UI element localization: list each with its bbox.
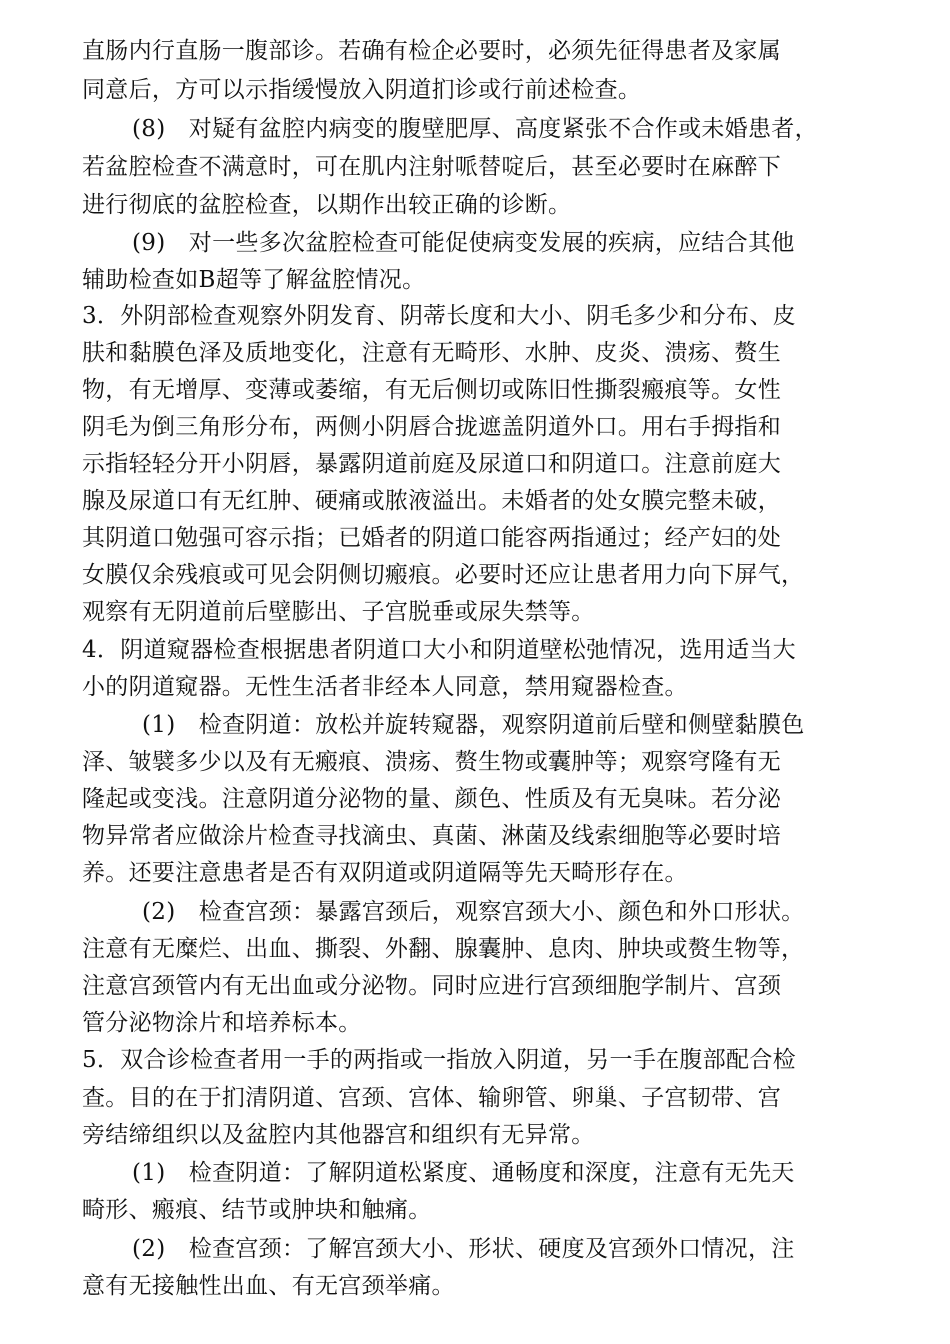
text-line: 女膜仅余残痕或可见会阴侧切瘢痕。必要时还应让患者用力向下屏气， <box>82 562 805 588</box>
text-line: 同意后，方可以示指缓慢放入阴道扪诊或行前述检查。 <box>82 77 642 103</box>
text-line: 管分泌物涂片和培养标本。 <box>82 1010 362 1036</box>
text-line: (8) 对疑有盆腔内病变的腹壁肥厚、高度紧张不合作或未婚患者， <box>132 116 818 142</box>
text-line: 隆起或变浅。注意阴道分泌物的量、颜色、性质及有无臭味。若分泌 <box>82 786 781 812</box>
text-line: 注意宫颈管内有无出血或分泌物。同时应进行宫颈细胞学制片、宫颈 <box>82 973 781 999</box>
text-line: (2) 检查宫颈：了解宫颈大小、形状、硬度及宫颈外口情况，注 <box>132 1236 795 1262</box>
text-line: 腺及尿道口有无红肿、硬痛或脓液溢出。未婚者的处女膜完整未破， <box>82 488 781 514</box>
text-line: 若盆腔检查不满意时，可在肌内注射哌替啶后，甚至必要时在麻醉下 <box>82 154 781 180</box>
text-line: 直肠内行直肠一腹部诊。若确有检企必要时，必须先征得患者及家属 <box>82 38 781 64</box>
text-line: 物，有无增厚、变薄或萎缩，有无后侧切或陈旧性撕裂瘢痕等。女性 <box>82 377 781 403</box>
text-line: (1) 检查阴道：了解阴道松紧度、通畅度和深度，注意有无先天 <box>132 1160 795 1186</box>
text-line: 4．阴道窥器检查根据患者阴道口大小和阴道壁松弛情况，选用适当大 <box>82 637 796 663</box>
text-line: 物异常者应做涂片检查寻找滴虫、真菌、淋菌及线索细胞等必要时培 <box>82 823 781 849</box>
text-line: 意有无接触性出血、有无宫颈举痛。 <box>82 1273 455 1299</box>
text-line: 进行彻底的盆腔检查，以期作出较正确的诊断。 <box>82 192 572 218</box>
text-line: (9) 对一些多次盆腔检查可能促使病变发展的疾病，应结合其他 <box>132 230 795 256</box>
text-line: (2) 检查宫颈：暴露宫颈后，观察宫颈大小、颜色和外口形状。 <box>142 899 805 925</box>
text-line: 阴毛为倒三角形分布，两侧小阴唇合拢遮盖阴道外口。用右手拇指和 <box>82 414 781 440</box>
text-line: 观察有无阴道前后壁膨出、子宫脱垂或尿失禁等。 <box>82 599 595 625</box>
text-line: 养。还要注意患者是否有双阴道或阴道隔等先天畸形存在。 <box>82 860 688 886</box>
text-line: 示指轻轻分开小阴唇，暴露阴道前庭及尿道口和阴道口。注意前庭大 <box>82 451 781 477</box>
text-line: 注意有无糜烂、出血、撕裂、外翻、腺囊肿、息肉、肿块或赘生物等， <box>82 936 805 962</box>
text-line: 3．外阴部检查观察外阴发育、阴蒂长度和大小、阴毛多少和分布、皮 <box>82 303 796 329</box>
text-line: 5．双合诊检查者用一手的两指或一指放入阴道，另一手在腹部配合检 <box>82 1047 796 1073</box>
text-line: (1) 检查阴道：放松并旋转窥器，观察阴道前后壁和侧壁黏膜色 <box>142 712 805 738</box>
text-line: 旁结缔组织以及盆腔内其他器宫和组织有无异常。 <box>82 1122 595 1148</box>
text-line: 畸形、瘢痕、结节或肿块和触痛。 <box>82 1197 432 1223</box>
text-line: 查。目的在于扪清阴道、宫颈、宫体、输卵管、卵巢、子宫韧带、宫 <box>82 1085 781 1111</box>
text-line: 肤和黏膜色泽及质地变化，注意有无畸形、水肿、皮炎、溃疡、赘生 <box>82 340 781 366</box>
text-line: 其阴道口勉强可容示指；已婚者的阴道口能容两指通过；经产妇的处 <box>82 525 781 551</box>
text-line: 辅助检查如B超等了解盆腔情况。 <box>82 267 426 293</box>
text-line: 小的阴道窥器。无性生活者非经本人同意，禁用窥器检查。 <box>82 674 688 700</box>
text-line: 泽、皱襞多少以及有无瘢痕、溃疡、赘生物或囊肿等；观察穹隆有无 <box>82 749 781 775</box>
